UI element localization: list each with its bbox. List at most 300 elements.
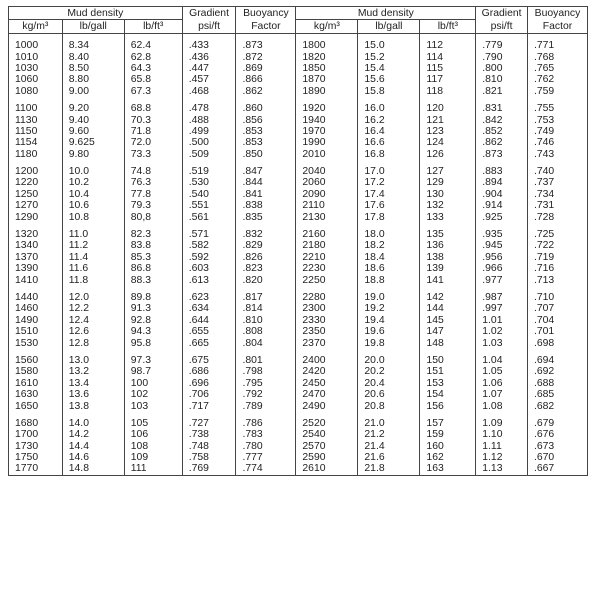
table-cell: 98.7 [124, 366, 182, 377]
table-cell: .603 [182, 263, 236, 274]
table-cell: .831 [476, 103, 528, 114]
table-cell: 111 [124, 463, 182, 475]
table-cell: 2160 [296, 229, 358, 240]
table-cell: 142 [420, 292, 476, 303]
table-cell: 1770 [9, 463, 63, 475]
col-lbft3-left: lb/ft³ [124, 20, 182, 34]
table-cell: .789 [236, 400, 296, 411]
table-cell: 127 [420, 166, 476, 177]
table-cell: .706 [182, 389, 236, 400]
table-row [9, 86, 588, 97]
table-cell: 115 [420, 63, 476, 74]
table-cell: 129 [420, 177, 476, 188]
col-kgm3-right: kg/m³ [296, 20, 358, 34]
table-row [9, 51, 588, 62]
table-row [9, 378, 588, 389]
table-cell: .821 [476, 86, 528, 97]
table-cell: 1410 [9, 274, 63, 285]
table-cell: .945 [476, 240, 528, 251]
table-cell: .713 [527, 274, 587, 285]
table-body [9, 34, 588, 476]
table-cell: 2520 [296, 418, 358, 429]
table-cell: 1270 [9, 200, 63, 211]
table-cell: 123 [420, 126, 476, 137]
table-cell: 89.8 [124, 292, 182, 303]
table-cell: 19.2 [358, 303, 420, 314]
table-cell: 1990 [296, 137, 358, 148]
table-cell: 154 [420, 389, 476, 400]
table-cell: 130 [420, 189, 476, 200]
table-cell: 160 [420, 441, 476, 452]
table-row [9, 126, 588, 137]
table-cell: 15.0 [358, 40, 420, 51]
table-cell: .850 [236, 149, 296, 160]
table-cell: 1510 [9, 326, 63, 337]
table-cell: 1.07 [476, 389, 528, 400]
table-cell: 1440 [9, 292, 63, 303]
table-cell: 10.0 [62, 166, 124, 177]
table-cell: 1750 [9, 452, 63, 463]
table-cell: 2180 [296, 240, 358, 251]
table-cell: 1560 [9, 355, 63, 366]
table-row [9, 400, 588, 411]
table-cell: .725 [527, 229, 587, 240]
table-cell: 150 [420, 355, 476, 366]
table-cell: 157 [420, 418, 476, 429]
table-row [9, 326, 588, 337]
table-row [9, 274, 588, 285]
table-cell: .433 [182, 40, 236, 51]
table-cell: .698 [527, 337, 587, 348]
table-cell: 62.4 [124, 40, 182, 51]
table-row [9, 337, 588, 348]
table-cell: 1000 [9, 40, 63, 51]
table-cell: 14.0 [62, 418, 124, 429]
col-kgm3-left: kg/m³ [9, 20, 63, 34]
table-cell: 20.4 [358, 378, 420, 389]
table-cell: 1.04 [476, 355, 528, 366]
table-cell: 67.3 [124, 86, 182, 97]
table-cell: 1180 [9, 149, 63, 160]
table-row [9, 40, 588, 51]
table-row [9, 114, 588, 125]
table-cell: .755 [527, 103, 587, 114]
table-cell: 1850 [296, 63, 358, 74]
table-cell: 2090 [296, 189, 358, 200]
table-cell: .670 [527, 452, 587, 463]
table-cell: 1970 [296, 126, 358, 137]
table-cell: .758 [182, 452, 236, 463]
table-cell: 1130 [9, 114, 63, 125]
table-cell: .737 [527, 177, 587, 188]
table-cell: .694 [527, 355, 587, 366]
table-cell: 21.4 [358, 441, 420, 452]
table-cell: .804 [236, 337, 296, 348]
table-row [9, 252, 588, 263]
table-cell: 2610 [296, 463, 358, 475]
table-cell: .457 [182, 74, 236, 85]
table-cell: .810 [476, 74, 528, 85]
table-cell: 12.0 [62, 292, 124, 303]
table-cell: 17.2 [358, 177, 420, 188]
table-cell: 103 [124, 400, 182, 411]
table-cell: .826 [236, 252, 296, 263]
table-cell: .935 [476, 229, 528, 240]
table-cell: .686 [182, 366, 236, 377]
table-cell: 95.8 [124, 337, 182, 348]
table-cell: .808 [236, 326, 296, 337]
table-cell: .734 [527, 189, 587, 200]
table-cell: .753 [527, 114, 587, 125]
table-cell: 109 [124, 452, 182, 463]
table-cell: .716 [527, 263, 587, 274]
table-row [9, 63, 588, 74]
table-row [9, 137, 588, 148]
table-cell: 16.0 [358, 103, 420, 114]
table-cell: .727 [182, 418, 236, 429]
table-cell: 141 [420, 274, 476, 285]
table-cell: .738 [182, 429, 236, 440]
table-row [9, 303, 588, 314]
table-cell: 1220 [9, 177, 63, 188]
table-cell: .853 [236, 126, 296, 137]
table-cell: .862 [476, 137, 528, 148]
table-cell: .838 [236, 200, 296, 211]
table-cell: .696 [182, 378, 236, 389]
table-cell: 162 [420, 452, 476, 463]
table-cell: 9.40 [62, 114, 124, 125]
table-cell: 1.03 [476, 337, 528, 348]
table-cell: 1100 [9, 103, 63, 114]
table-cell: 2570 [296, 441, 358, 452]
table-cell: 16.2 [358, 114, 420, 125]
table-cell: .704 [527, 315, 587, 326]
table-cell: 19.6 [358, 326, 420, 337]
table-cell: .860 [236, 103, 296, 114]
table-cell: 121 [420, 114, 476, 125]
table-row [9, 292, 588, 303]
table-cell: 9.60 [62, 126, 124, 137]
col-lbgall-left: lb/gall [62, 20, 124, 34]
col-lbgall-right: lb/gall [358, 20, 420, 34]
table-cell: .540 [182, 189, 236, 200]
table-cell: 62.8 [124, 51, 182, 62]
table-cell: 138 [420, 252, 476, 263]
table-cell: 21.0 [358, 418, 420, 429]
table-cell: .571 [182, 229, 236, 240]
table-cell: 16.6 [358, 137, 420, 148]
table-cell: 17.8 [358, 211, 420, 222]
table-cell: .790 [476, 51, 528, 62]
table-cell: 151 [420, 366, 476, 377]
table-cell: .852 [476, 126, 528, 137]
table-cell: 1460 [9, 303, 63, 314]
table-cell: 1820 [296, 51, 358, 62]
buoyancy-header-right: Buoyancy [527, 7, 587, 20]
table-cell: 163 [420, 463, 476, 475]
table-cell: 76.3 [124, 177, 182, 188]
table-cell: 2470 [296, 389, 358, 400]
table-cell: 20.6 [358, 389, 420, 400]
table-cell: 17.6 [358, 200, 420, 211]
table-row [9, 463, 588, 475]
table-cell: .436 [182, 51, 236, 62]
table-cell: 10.6 [62, 200, 124, 211]
table-row [9, 366, 588, 377]
table-cell: .701 [527, 326, 587, 337]
mud-density-table [8, 6, 588, 476]
table-cell: 21.2 [358, 429, 420, 440]
gradient-header-left: Gradient [182, 7, 236, 20]
table-cell: 1250 [9, 189, 63, 200]
table-row [9, 229, 588, 240]
table-cell: 153 [420, 378, 476, 389]
table-cell: .925 [476, 211, 528, 222]
table-cell: .873 [236, 40, 296, 51]
table-cell: 2400 [296, 355, 358, 366]
table-cell: 68.8 [124, 103, 182, 114]
table-cell: 1340 [9, 240, 63, 251]
table-cell: 1650 [9, 400, 63, 411]
table-row [9, 441, 588, 452]
table-cell: .800 [476, 63, 528, 74]
table-cell: 1200 [9, 166, 63, 177]
table-row [9, 200, 588, 211]
table-cell: 97.3 [124, 355, 182, 366]
table-cell: .740 [527, 166, 587, 177]
table-cell: 114 [420, 51, 476, 62]
table-cell: .685 [527, 389, 587, 400]
table-cell: .613 [182, 274, 236, 285]
table-cell: 12.6 [62, 326, 124, 337]
table-cell: 1390 [9, 263, 63, 274]
table-row [9, 389, 588, 400]
table-cell: 12.2 [62, 303, 124, 314]
table-cell: .762 [527, 74, 587, 85]
table-cell: 9.20 [62, 103, 124, 114]
table-cell: 1890 [296, 86, 358, 97]
table-cell: 156 [420, 400, 476, 411]
table-cell: 13.4 [62, 378, 124, 389]
table-cell: .832 [236, 229, 296, 240]
table-cell: 2230 [296, 263, 358, 274]
table-cell: 72.0 [124, 137, 182, 148]
table-cell: .997 [476, 303, 528, 314]
table-cell: 139 [420, 263, 476, 274]
table-cell: 112 [420, 40, 476, 51]
table-cell: .774 [236, 463, 296, 475]
table-cell: .665 [182, 337, 236, 348]
table-cell: .914 [476, 200, 528, 211]
table-cell: 9.00 [62, 86, 124, 97]
table-cell: .810 [236, 315, 296, 326]
table-cell: 8.80 [62, 74, 124, 85]
table-row [9, 240, 588, 251]
table-cell: 1530 [9, 337, 63, 348]
table-cell: 1920 [296, 103, 358, 114]
table-cell: 1010 [9, 51, 63, 62]
table-cell: 15.4 [358, 63, 420, 74]
table-cell: 65.8 [124, 74, 182, 85]
col-gradient-unit-left: psi/ft [182, 20, 236, 34]
table-cell: 8.50 [62, 63, 124, 74]
table-cell: 1.13 [476, 463, 528, 475]
table-cell: 2370 [296, 337, 358, 348]
table-cell: .780 [236, 441, 296, 452]
table-cell: 2060 [296, 177, 358, 188]
table-cell: .679 [527, 418, 587, 429]
table-cell: 9.80 [62, 149, 124, 160]
table-cell: 82.3 [124, 229, 182, 240]
table-cell: .682 [527, 400, 587, 411]
table-cell: .779 [476, 40, 528, 51]
table-row [9, 355, 588, 366]
table-cell: 117 [420, 74, 476, 85]
table-cell: 1.06 [476, 378, 528, 389]
table-cell: .748 [182, 441, 236, 452]
table-cell: 1490 [9, 315, 63, 326]
table-cell: .499 [182, 126, 236, 137]
table-cell: 79.3 [124, 200, 182, 211]
table-cell: 126 [420, 149, 476, 160]
table-cell: 2040 [296, 166, 358, 177]
table-cell: .743 [527, 149, 587, 160]
table-cell: 1.01 [476, 315, 528, 326]
table-cell: 1320 [9, 229, 63, 240]
table-cell: 86.8 [124, 263, 182, 274]
table-cell: 11.4 [62, 252, 124, 263]
table-cell: 77.8 [124, 189, 182, 200]
table-cell: .844 [236, 177, 296, 188]
buoyancy-header-left: Buoyancy [236, 7, 296, 20]
table-cell: 1150 [9, 126, 63, 137]
table-cell: .707 [527, 303, 587, 314]
table-cell: 2350 [296, 326, 358, 337]
table-cell: .872 [236, 51, 296, 62]
table-cell: 19.8 [358, 337, 420, 348]
col-gradient-unit-right: psi/ft [476, 20, 528, 34]
table-cell: 13.8 [62, 400, 124, 411]
table-cell: 148 [420, 337, 476, 348]
table-cell: 11.0 [62, 229, 124, 240]
table-cell: 18.8 [358, 274, 420, 285]
table-cell: 21.8 [358, 463, 420, 475]
table-row [9, 149, 588, 160]
table-cell: 73.3 [124, 149, 182, 160]
table-cell: .731 [527, 200, 587, 211]
table-cell: 1680 [9, 418, 63, 429]
table-cell: 14.8 [62, 463, 124, 475]
table-cell: 136 [420, 240, 476, 251]
table-cell: .655 [182, 326, 236, 337]
table-cell: 11.6 [62, 263, 124, 274]
table-row [9, 418, 588, 429]
table-cell: .862 [236, 86, 296, 97]
table-cell: 1.05 [476, 366, 528, 377]
table-cell: .977 [476, 274, 528, 285]
table-cell: 70.3 [124, 114, 182, 125]
table-cell: 12.8 [62, 337, 124, 348]
table-cell: .883 [476, 166, 528, 177]
table-cell: .765 [527, 63, 587, 74]
table-cell: .853 [236, 137, 296, 148]
table-cell: .675 [182, 355, 236, 366]
table-cell: 21.6 [358, 452, 420, 463]
table-cell: .856 [236, 114, 296, 125]
table-cell: .768 [527, 51, 587, 62]
table-cell: 8.34 [62, 40, 124, 51]
table-cell: 2210 [296, 252, 358, 263]
table-cell: .829 [236, 240, 296, 251]
mud-density-header-right: Mud density [296, 7, 476, 20]
table-cell: 1060 [9, 74, 63, 85]
table-cell: 9.625 [62, 137, 124, 148]
table-cell: 88.3 [124, 274, 182, 285]
table-cell: 1.09 [476, 418, 528, 429]
table-cell: .500 [182, 137, 236, 148]
table-cell: 1940 [296, 114, 358, 125]
table-cell: .644 [182, 315, 236, 326]
table-cell: 120 [420, 103, 476, 114]
table-cell: 17.4 [358, 189, 420, 200]
table-cell: .873 [476, 149, 528, 160]
table-cell: 11.8 [62, 274, 124, 285]
mud-density-header-left: Mud density [9, 7, 183, 20]
table-cell: 105 [124, 418, 182, 429]
table-cell: 20.0 [358, 355, 420, 366]
table-row [9, 189, 588, 200]
table-cell: 16.4 [358, 126, 420, 137]
table-cell: 18.2 [358, 240, 420, 251]
table-cell: .746 [527, 137, 587, 148]
table-cell: 18.6 [358, 263, 420, 274]
table-cell: .817 [236, 292, 296, 303]
table-cell: 14.6 [62, 452, 124, 463]
table-cell: 1800 [296, 40, 358, 51]
table-cell: 19.0 [358, 292, 420, 303]
table-cell: 108 [124, 441, 182, 452]
table-cell: 2250 [296, 274, 358, 285]
table-cell: .468 [182, 86, 236, 97]
table-cell: .786 [236, 418, 296, 429]
table-cell: .692 [527, 366, 587, 377]
table-cell: .488 [182, 114, 236, 125]
table-cell: 1030 [9, 63, 63, 74]
table-cell: 19.4 [358, 315, 420, 326]
table-cell: 2450 [296, 378, 358, 389]
table-cell: 80,8 [124, 211, 182, 222]
table-cell: 74.8 [124, 166, 182, 177]
table-cell: .592 [182, 252, 236, 263]
table-row [9, 263, 588, 274]
table-cell: 135 [420, 229, 476, 240]
table-cell: .509 [182, 149, 236, 160]
table-cell: 1154 [9, 137, 63, 148]
table-cell: .722 [527, 240, 587, 251]
table-cell: 100 [124, 378, 182, 389]
table-cell: .623 [182, 292, 236, 303]
table-cell: 1.08 [476, 400, 528, 411]
table-cell: .966 [476, 263, 528, 274]
table-cell: 106 [124, 429, 182, 440]
table-cell: 132 [420, 200, 476, 211]
table-cell: 2280 [296, 292, 358, 303]
table-cell: 15.2 [358, 51, 420, 62]
table-cell: 2130 [296, 211, 358, 222]
table-cell: 1.12 [476, 452, 528, 463]
table-cell: 17.0 [358, 166, 420, 177]
table-row [9, 177, 588, 188]
